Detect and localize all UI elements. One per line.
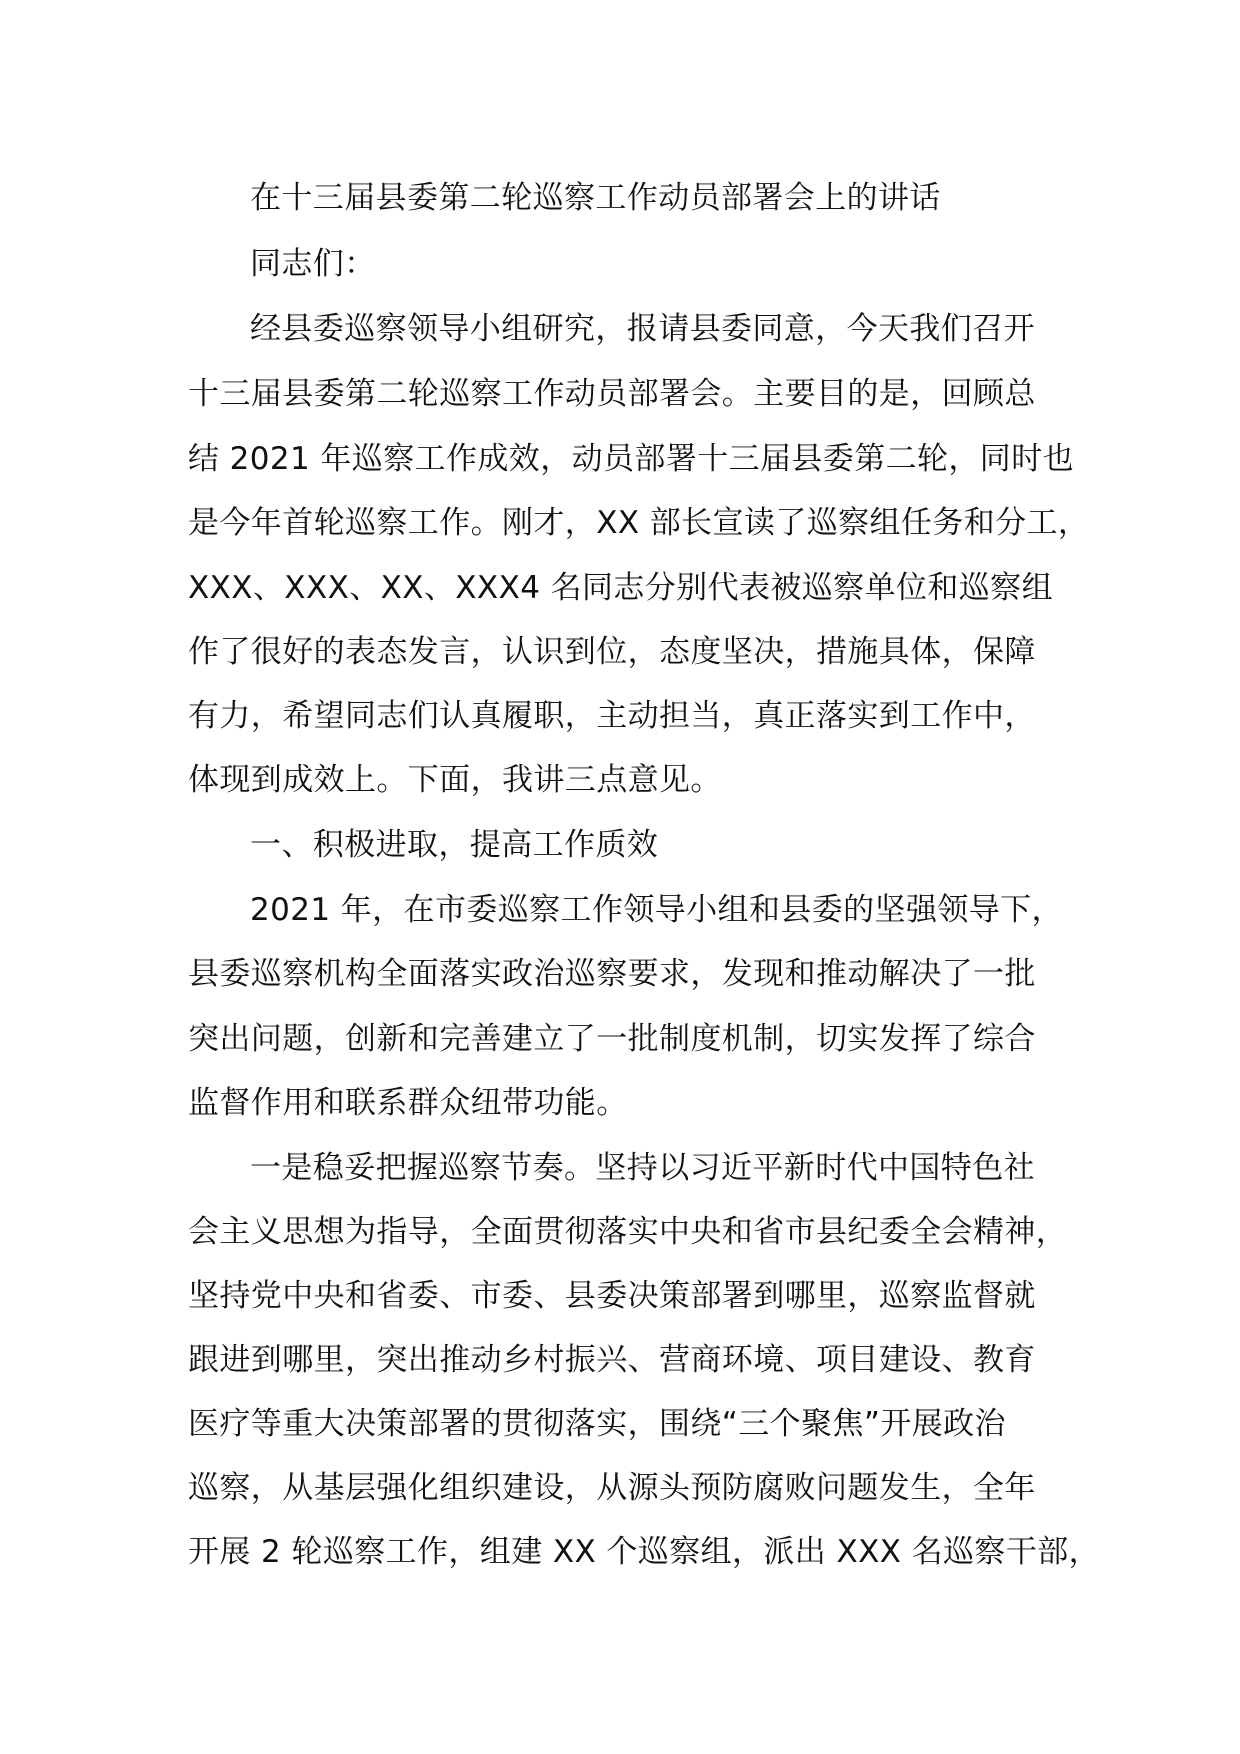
document-title: 在十三届县委第二轮巡察工作动员部署会上的讲话 — [250, 180, 941, 216]
text-line: 一是稳妥把握巡察节奏。坚持以习近平新时代中国特色社 — [250, 1150, 1035, 1186]
text-line: XXX、XXX、XX、XXX4 名同志分别代表被巡察单位和巡察组 — [188, 570, 1053, 606]
text-line: 结 2021 年巡察工作成效，动员部署十三届县委第二轮，同时也 — [188, 441, 1074, 477]
text-line: 会主义思想为指导，全面贯彻落实中央和省市县纪委全会精神， — [188, 1214, 1068, 1250]
text-line: 2021 年，在市委巡察工作领导小组和县委的坚强领导下， — [250, 892, 1063, 928]
text-line: 巡察，从基层强化组织建设，从源头预防腐败问题发生，全年 — [188, 1470, 1036, 1506]
text-line: 县委巡察机构全面落实政治巡察要求，发现和推动解决了一批 — [188, 956, 1036, 992]
text-line: 作了很好的表态发言，认识到位，态度坚决，措施具体，保障 — [188, 634, 1036, 670]
text-line: 坚持党中央和省委、市委、县委决策部署到哪里，巡察监督就 — [188, 1278, 1036, 1314]
text-line: 监督作用和联系群众纽带功能。 — [188, 1085, 628, 1121]
text-line: 体现到成效上。下面，我讲三点意见。 — [188, 762, 722, 798]
text-line: 开展 2 轮巡察工作，组建 XX 个巡察组，派出 XXX 名巡察干部， — [188, 1534, 1101, 1570]
text-line: 十三届县委第二轮巡察工作动员部署会。主要目的是，回顾总 — [188, 376, 1036, 412]
text-line: 跟进到哪里，突出推动乡村振兴、营商环境、项目建设、教育 — [188, 1342, 1036, 1378]
text-line: 经县委巡察领导小组研究，报请县委同意，今天我们召开 — [250, 311, 1035, 347]
text-line: 是今年首轮巡察工作。刚才，XX 部长宣读了巡察组任务和分工， — [188, 505, 1090, 541]
text-line: 有力，希望同志们认真履职，主动担当，真正落实到工作中， — [188, 698, 1036, 734]
salutation: 同志们： — [250, 246, 376, 282]
text-line: 突出问题，创新和完善建立了一批制度机制，切实发挥了综合 — [188, 1021, 1036, 1057]
text-line: 医疗等重大决策部署的贯彻落实，围绕“三个聚焦”开展政治 — [188, 1406, 1006, 1442]
section-heading: 一、积极进取，提高工作质效 — [250, 827, 659, 863]
